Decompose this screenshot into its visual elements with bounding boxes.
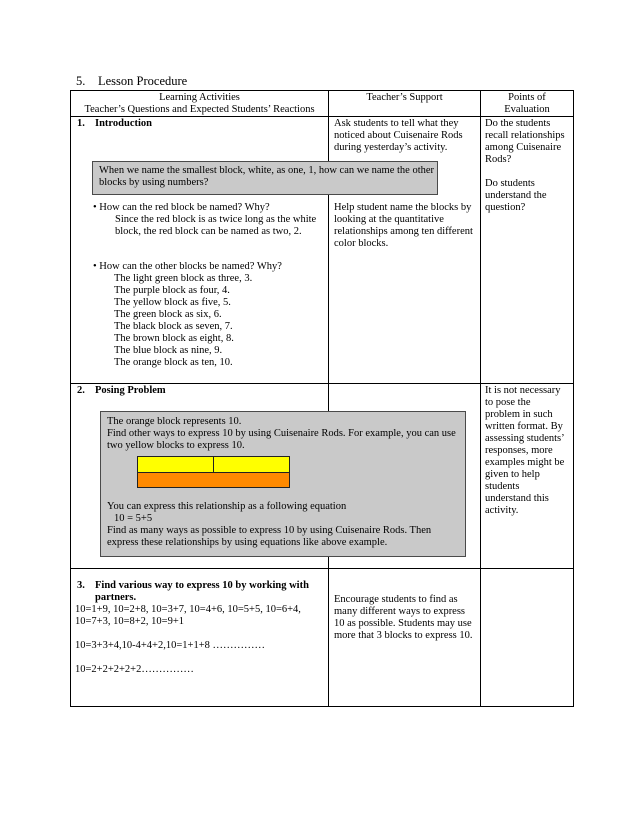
answer-line: The yellow block as five, 5.: [114, 297, 231, 308]
eval-line: written format. By: [485, 421, 563, 432]
intro-answer-other-blocks: [114, 273, 252, 369]
header-text: Evaluation: [504, 104, 550, 115]
find-equations: [75, 604, 301, 676]
equation-line: 10 = 5+5: [114, 513, 153, 524]
equation-line: 10=3+3+4,10-4+4+2,10=1+1+8 ……………: [75, 640, 265, 651]
posing-heading: [77, 385, 166, 397]
eval-line: Do the students: [485, 118, 551, 129]
box-line: express these relationships by using equations like above example.: [107, 537, 388, 548]
eval-line: given to help: [485, 469, 540, 480]
support-line: 10 as possible. Students may use: [334, 618, 472, 629]
support-line: noticed about Cuisenaire Rods: [334, 130, 463, 141]
intro-question-other-blocks: • How can the other blocks be named? Why?: [93, 261, 282, 272]
box-line: Find other ways to express 10 by using Cuisenaire Rods. For example, you can use: [107, 428, 456, 439]
support-line: Encourage students to find as: [334, 594, 458, 605]
eval-line: activity.: [485, 505, 519, 516]
support-line: many different ways to express: [334, 606, 466, 617]
intro-support-1: [334, 118, 463, 154]
eval-line: understand the: [485, 190, 547, 201]
header-teachers-support: Teacher’s Support: [366, 92, 443, 103]
row-divider: [71, 383, 573, 384]
eval-line: [485, 166, 565, 178]
eval-line: Do students: [485, 178, 535, 189]
box-line: blocks by using numbers?: [99, 177, 209, 188]
support-line: Help student name the blocks by: [334, 202, 472, 213]
eval-line: examples might be: [485, 457, 565, 468]
header-learning-activities: [71, 92, 328, 116]
find-title: partners.: [95, 592, 137, 603]
box-line: When we name the smallest block, white, as one, 1, how can we name the other: [99, 165, 435, 176]
posing-title: Posing Problem: [95, 385, 166, 396]
support-line: looking at the quantitative: [334, 214, 444, 225]
posing-evaluation: [485, 385, 565, 517]
eval-line: recall relationships: [485, 130, 565, 141]
intro-number: 1.: [77, 118, 85, 129]
answer-line: The purple block as four, 4.: [114, 285, 230, 296]
answer-line: The blue block as nine, 9.: [114, 345, 223, 356]
box-line: You can express this relationship as a following equation: [107, 501, 347, 512]
support-line: more that 3 blocks to express 10.: [334, 630, 473, 641]
equation-line: 10=2+2+2+2+2……………: [75, 664, 194, 675]
eval-line: question?: [485, 202, 526, 213]
eval-line: students: [485, 481, 520, 492]
support-line: during yesterday’s activity.: [334, 142, 448, 153]
yellow-rod: [213, 456, 290, 473]
intro-title: Introduction: [95, 118, 152, 129]
box-line: two yellow blocks to express 10.: [107, 440, 245, 451]
support-line: Ask students to tell what they: [334, 118, 459, 129]
eval-line: It is not necessary: [485, 385, 561, 396]
section-heading: [76, 75, 187, 87]
answer-line: The orange block as ten, 10.: [114, 357, 233, 368]
answer-line: block, the red block can be named as two, 2.: [115, 226, 302, 237]
intro-answer-red-block: [115, 214, 316, 238]
answer-line: Since the red block is as twice long as the white: [115, 214, 317, 225]
equation-line: 10=7+3, 10=8+2, 10=9+1: [75, 616, 185, 627]
equation-line: 10=1+9, 10=2+8, 10=3+7, 10=4+6, 10=5+5, 10=6+4,: [75, 604, 301, 615]
orange-rod: [137, 472, 290, 488]
row-divider: [71, 568, 573, 569]
posing-box-intro: [107, 416, 456, 452]
intro-heading: [77, 118, 152, 130]
find-title: Find various way to express 10 by working with: [95, 580, 309, 591]
answer-line: The brown block as eight, 8.: [114, 333, 234, 344]
intro-question-red-block: • How can the red block be named? Why?: [93, 202, 270, 213]
eval-line: problem in such: [485, 409, 553, 420]
lesson-procedure-table: [70, 90, 574, 707]
box-line: Find as many ways as possible to express 10 by using Cuisenaire Rods. Then: [107, 525, 432, 536]
answer-line: The black block as seven, 7.: [114, 321, 233, 332]
intro-question-box: [92, 161, 438, 195]
box-line: The orange block represents 10.: [107, 416, 242, 427]
eval-line: to pose the: [485, 397, 531, 408]
intro-evaluation: [485, 118, 565, 214]
yellow-rod: [137, 456, 214, 473]
eval-line: Rods?: [485, 154, 512, 165]
column-divider: [480, 91, 481, 706]
posing-box-equation: [107, 501, 431, 549]
eval-line: understand this: [485, 493, 549, 504]
support-line: relationships among ten different: [334, 226, 473, 237]
header-text: Teacher’s Questions and Expected Students’ Reactions: [84, 104, 315, 115]
posing-problem-box: [100, 411, 466, 557]
find-support: [334, 594, 473, 642]
section-number: 5.: [76, 74, 86, 88]
eval-line: assessing students’: [485, 433, 565, 444]
header-points-of-evaluation: [481, 92, 573, 116]
section-title: Lesson Procedure: [98, 74, 188, 88]
posing-number: 2.: [77, 385, 85, 396]
row-divider: [71, 116, 573, 117]
eval-line: responses, more: [485, 445, 553, 456]
support-line: color blocks.: [334, 238, 389, 249]
find-number: 3.: [77, 580, 85, 591]
eval-line: among Cuisenaire: [485, 142, 562, 153]
find-heading: [77, 580, 309, 604]
header-text: Learning Activities: [159, 92, 240, 103]
answer-line: The green block as six, 6.: [114, 309, 222, 320]
answer-line: The light green block as three, 3.: [114, 273, 253, 284]
header-text: Points of: [508, 92, 546, 103]
intro-support-2: [334, 202, 473, 250]
